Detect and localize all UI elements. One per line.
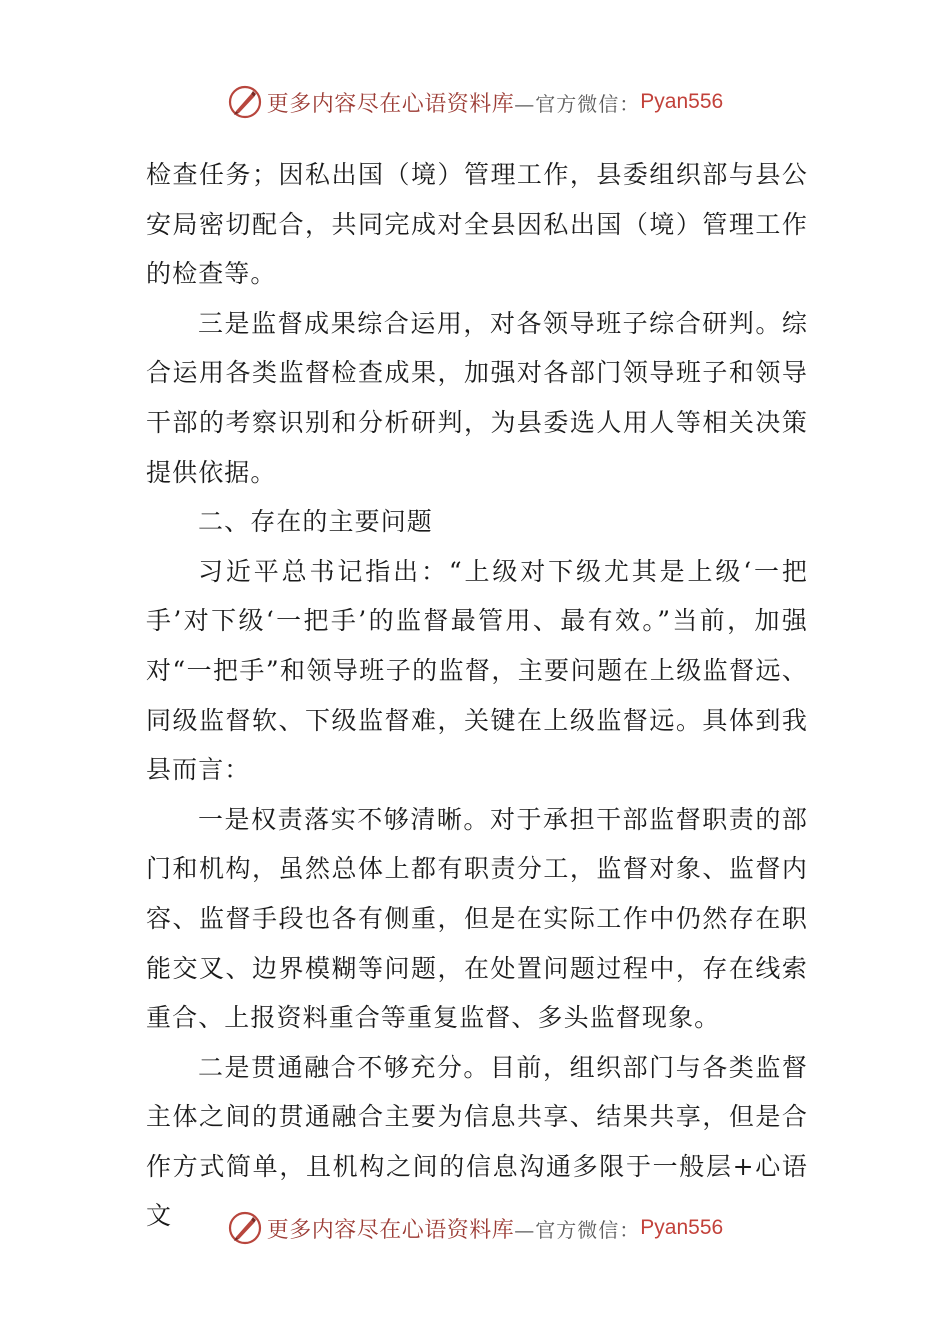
pen-logo-icon bbox=[227, 84, 263, 120]
watermark-wechat-id: Pyan556 bbox=[640, 1216, 724, 1239]
paragraph: 习近平总书记指出：“上级对下级尤其是上级‘一把手’对下级‘一把手’的监督最管用、最有效。”当前，加强对“一把手”和领导班子的监督，主要问题在上级监督远、同级监督软、下级监督难，关键在上级监督远。具体到我县而言： bbox=[146, 556, 808, 785]
pen-logo-icon bbox=[227, 1210, 263, 1246]
watermark-site-name: 更多内容尽在心语资料库 bbox=[266, 1217, 515, 1243]
section-heading: 二、存在的主要问题 bbox=[198, 507, 433, 537]
footer-watermark-banner bbox=[0, 1206, 950, 1250]
watermark-wechat-label: —官方微信： bbox=[514, 91, 641, 116]
paragraph: 检查任务；因私出国（境）管理工作，县委组织部与县公安局密切配合，共同完成对全县因私出国（境）管理工作的检查等。 bbox=[146, 160, 808, 289]
paragraph: 三是监督成果综合运用，对各领导班子综合研判。综合运用各类监督检查成果，加强对各部门领导班子和领导干部的考察识别和分析研判，为县委选人用人等相关决策提供依据。 bbox=[146, 308, 808, 487]
paragraph: 二是贯通融合不够充分。目前，组织部门与各类监督主体之间的贯通融合主要为信息共享、结果共享，但是合作方式简单，且机构之间的信息沟通多限于一般层+心语文 bbox=[146, 1052, 808, 1231]
watermark-wechat-id: Pyan556 bbox=[640, 90, 724, 113]
header-watermark-banner bbox=[0, 80, 950, 124]
watermark-site-name: 更多内容尽在心语资料库 bbox=[266, 91, 515, 117]
document-body bbox=[146, 150, 808, 1241]
watermark-wechat-label: —官方微信： bbox=[514, 1217, 641, 1242]
paragraph: 一是权责落实不够清晰。对于承担干部监督职责的部门和机构，虽然总体上都有职责分工，监督对象、监督内容、监督手段也各有侧重，但是在实际工作中仍然存在职能交叉、边界模糊等问题，在处置问题过程中，存在线索重合、上报资料重合等重复监督、多头监督现象。 bbox=[146, 804, 808, 1033]
